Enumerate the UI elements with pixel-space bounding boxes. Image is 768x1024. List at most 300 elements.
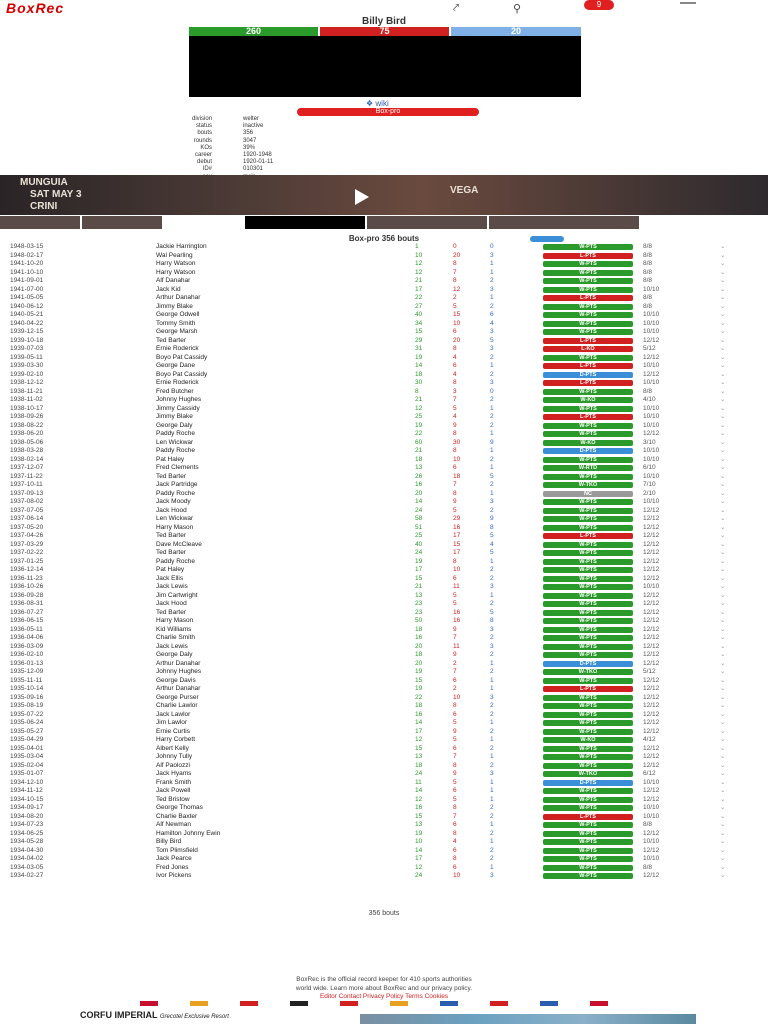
- bout-date[interactable]: 1934-10-15: [10, 795, 44, 803]
- bout-opponent[interactable]: George Purser: [156, 693, 199, 701]
- more-icon[interactable]: ⌄: [720, 404, 726, 412]
- bout-date[interactable]: 1941-09-01: [10, 277, 44, 284]
- more-icon[interactable]: ⌄: [720, 277, 726, 284]
- table-row[interactable]: [0, 796, 768, 805]
- notification-badge[interactable]: 9: [584, 0, 614, 10]
- bout-result[interactable]: NC: [543, 491, 633, 497]
- bout-date[interactable]: 1938-08-22: [10, 421, 44, 429]
- ad-banner[interactable]: [0, 175, 768, 215]
- bout-result[interactable]: W-PTS: [543, 610, 633, 616]
- table-row[interactable]: [0, 770, 768, 779]
- bout-result[interactable]: W-PTS: [543, 644, 633, 650]
- bout-date[interactable]: 1938-02-14: [10, 455, 44, 463]
- flag-icon[interactable]: [190, 1001, 208, 1006]
- bout-result[interactable]: L-PTS: [543, 533, 633, 539]
- bout-result[interactable]: W-PTS: [543, 797, 633, 803]
- bout-result[interactable]: W-PTS: [543, 593, 633, 599]
- bout-opponent[interactable]: Johnny Hughes: [156, 668, 202, 675]
- bout-date[interactable]: 1935-04-29: [10, 736, 44, 743]
- bout-result[interactable]: W-PTS: [543, 695, 633, 701]
- bout-date[interactable]: 1940-05-21: [10, 311, 44, 318]
- bout-date[interactable]: 1936-06-15: [10, 617, 44, 624]
- share-icon[interactable]: ⤤: [453, 2, 460, 14]
- bout-result[interactable]: W-KO: [543, 737, 633, 743]
- more-icon[interactable]: ⌄: [720, 260, 726, 267]
- bout-opponent[interactable]: Charlie Baxter: [156, 812, 198, 820]
- bout-result[interactable]: W-PTS: [543, 525, 633, 531]
- bout-date[interactable]: 1948-03-15: [10, 243, 44, 250]
- table-row[interactable]: [0, 447, 768, 456]
- flag-icon[interactable]: [340, 1001, 358, 1006]
- table-row[interactable]: [0, 303, 768, 312]
- table-row[interactable]: [0, 371, 768, 380]
- more-icon[interactable]: ⌄: [720, 617, 726, 624]
- bout-result[interactable]: W-PTS: [543, 678, 633, 684]
- bout-opponent[interactable]: Hamilton Johnny Ewin: [156, 829, 221, 837]
- more-icon[interactable]: ⌄: [720, 600, 726, 607]
- bout-opponent[interactable]: Ernie Roderick: [156, 379, 199, 386]
- table-row[interactable]: [0, 813, 768, 822]
- bout-opponent[interactable]: Charlie Lawlor: [156, 702, 198, 709]
- bout-date[interactable]: 1935-05-27: [10, 727, 44, 735]
- table-row[interactable]: [0, 311, 768, 320]
- bout-opponent[interactable]: Wal Pearling: [156, 251, 193, 259]
- bout-result[interactable]: W-RTD: [543, 465, 633, 471]
- search-icon[interactable]: ⚲: [513, 3, 522, 15]
- bout-opponent[interactable]: Paddy Roche: [156, 489, 196, 497]
- more-icon[interactable]: ⌄: [720, 319, 726, 327]
- more-icon[interactable]: ⌄: [720, 523, 726, 531]
- bout-opponent[interactable]: Paddy Roche: [156, 430, 196, 437]
- bout-date[interactable]: 1935-02-04: [10, 761, 44, 769]
- table-row[interactable]: [0, 320, 768, 329]
- bout-date[interactable]: 1938-10-17: [10, 404, 44, 412]
- table-row[interactable]: [0, 566, 768, 575]
- bout-opponent[interactable]: George Daly: [156, 651, 193, 658]
- bout-opponent[interactable]: Jack Powell: [156, 787, 191, 794]
- more-icon[interactable]: ⌄: [720, 812, 726, 820]
- more-icon[interactable]: ⌄: [720, 370, 726, 378]
- bout-date[interactable]: 1937-05-20: [10, 523, 44, 531]
- bout-date[interactable]: 1937-01-25: [10, 557, 44, 565]
- more-icon[interactable]: ⌄: [720, 625, 726, 633]
- bout-date[interactable]: 1937-12-07: [10, 464, 44, 471]
- table-row[interactable]: [0, 694, 768, 703]
- more-icon[interactable]: ⌄: [720, 387, 726, 395]
- table-row[interactable]: [0, 838, 768, 847]
- bout-opponent[interactable]: Arthur Danahar: [156, 659, 201, 667]
- bout-date[interactable]: 1937-09-13: [10, 489, 44, 497]
- table-row[interactable]: [0, 286, 768, 295]
- bout-result[interactable]: W-KO: [543, 440, 633, 446]
- table-row[interactable]: [0, 243, 768, 252]
- flag-icon[interactable]: [290, 1001, 308, 1006]
- ad-image[interactable]: [360, 1014, 696, 1024]
- more-icon[interactable]: ⌄: [720, 532, 726, 539]
- bout-date[interactable]: 1938-11-02: [10, 396, 43, 403]
- table-row[interactable]: [0, 396, 768, 405]
- bout-result[interactable]: D-PTS: [543, 661, 633, 667]
- bout-date[interactable]: 1936-03-09: [10, 642, 44, 650]
- bout-date[interactable]: 1935-10-14: [10, 685, 44, 692]
- wiki-link[interactable]: ❖ wiki: [366, 99, 389, 108]
- bout-date[interactable]: 1936-10-26: [10, 583, 44, 590]
- table-row[interactable]: [0, 413, 768, 422]
- footer-links[interactable]: Editor Contact Privacy Policy Terms Cookies: [319, 993, 449, 1000]
- bout-opponent[interactable]: George Daly: [156, 421, 193, 429]
- bout-date[interactable]: 1939-03-30: [10, 362, 44, 369]
- bout-date[interactable]: 1937-04-26: [10, 532, 44, 539]
- more-icon[interactable]: ⌄: [720, 676, 726, 684]
- bout-opponent[interactable]: Pat Haley: [156, 566, 185, 573]
- bout-date[interactable]: 1940-04-22: [10, 319, 44, 327]
- bout-opponent[interactable]: Alf Danahar: [156, 277, 191, 284]
- flag-icon[interactable]: [240, 1001, 258, 1006]
- bout-opponent[interactable]: Billy Bird: [156, 838, 182, 845]
- bout-result[interactable]: W-PTS: [543, 618, 633, 624]
- bout-date[interactable]: 1937-03-29: [10, 540, 44, 548]
- bout-result[interactable]: W-PTS: [543, 423, 633, 429]
- table-row[interactable]: [0, 583, 768, 592]
- bout-opponent[interactable]: Jack Hyams: [156, 770, 192, 777]
- table-row[interactable]: [0, 660, 768, 669]
- bout-opponent[interactable]: Harry Watson: [156, 260, 196, 267]
- bout-date[interactable]: 1934-05-28: [10, 838, 44, 845]
- table-row[interactable]: [0, 515, 768, 524]
- bout-date[interactable]: 1934-09-17: [10, 804, 44, 811]
- table-row[interactable]: [0, 532, 768, 541]
- thumbnail[interactable]: [82, 216, 162, 229]
- more-icon[interactable]: ⌄: [720, 795, 726, 803]
- bout-date[interactable]: 1936-05-11: [10, 625, 43, 633]
- bout-opponent[interactable]: Alf Paolozzi: [156, 761, 190, 769]
- bout-date[interactable]: 1935-12-09: [10, 668, 44, 675]
- more-icon[interactable]: ⌄: [720, 464, 726, 471]
- bout-date[interactable]: 1934-03-05: [10, 863, 44, 871]
- table-row[interactable]: [0, 507, 768, 516]
- table-row[interactable]: [0, 762, 768, 771]
- bout-result[interactable]: W-PTS: [543, 865, 633, 871]
- bout-date[interactable]: 1936-08-31: [10, 600, 44, 607]
- bout-result[interactable]: W-PTS: [543, 261, 633, 267]
- more-icon[interactable]: ⌄: [720, 379, 726, 386]
- more-icon[interactable]: ⌄: [720, 872, 726, 879]
- bout-result[interactable]: W-PTS: [543, 321, 633, 327]
- bout-date[interactable]: 1936-11-23: [10, 574, 43, 582]
- more-icon[interactable]: ⌄: [720, 540, 726, 548]
- bout-date[interactable]: 1936-09-28: [10, 591, 44, 599]
- bout-opponent[interactable]: Jack Ellis: [156, 574, 184, 582]
- bout-opponent[interactable]: Ted Barter: [156, 549, 186, 556]
- bout-opponent[interactable]: Harry Mason: [156, 523, 194, 531]
- bout-result[interactable]: W-PTS: [543, 389, 633, 395]
- flag-icon[interactable]: [490, 1001, 508, 1006]
- bout-date[interactable]: 1934-04-30: [10, 846, 44, 854]
- bout-date[interactable]: 1937-06-14: [10, 515, 44, 522]
- bout-result[interactable]: W-PTS: [543, 457, 633, 463]
- bout-result[interactable]: W-PTS: [543, 244, 633, 250]
- table-row[interactable]: [0, 473, 768, 482]
- bout-result[interactable]: D-PTS: [543, 448, 633, 454]
- bout-date[interactable]: 1939-02-10: [10, 370, 44, 378]
- more-icon[interactable]: ⌄: [720, 642, 726, 650]
- table-row[interactable]: [0, 804, 768, 813]
- more-icon[interactable]: ⌄: [720, 396, 726, 403]
- bout-opponent[interactable]: Jack Lewis: [156, 642, 188, 650]
- bout-opponent[interactable]: Albert Kelly: [156, 744, 189, 752]
- more-icon[interactable]: ⌄: [720, 591, 726, 599]
- bout-result[interactable]: W-PTS: [543, 406, 633, 412]
- more-icon[interactable]: ⌄: [720, 353, 726, 361]
- more-icon[interactable]: ⌄: [720, 472, 726, 480]
- bout-date[interactable]: 1934-06-25: [10, 829, 44, 837]
- bout-opponent[interactable]: Jack Partridge: [156, 481, 198, 488]
- more-icon[interactable]: ⌄: [720, 821, 726, 828]
- bout-date[interactable]: 1935-04-01: [10, 744, 44, 752]
- bout-result[interactable]: W-PTS: [543, 499, 633, 505]
- bout-opponent[interactable]: George Odwell: [156, 311, 200, 318]
- bout-opponent[interactable]: Ted Barter: [156, 336, 186, 344]
- bout-result[interactable]: W-PTS: [543, 729, 633, 735]
- bout-opponent[interactable]: Jack Lewis: [156, 583, 188, 590]
- flag-icon[interactable]: [440, 1001, 458, 1006]
- more-icon[interactable]: ⌄: [720, 608, 726, 616]
- table-row[interactable]: [0, 711, 768, 720]
- table-row[interactable]: [0, 872, 768, 881]
- more-icon[interactable]: ⌄: [720, 489, 726, 497]
- bout-opponent[interactable]: George Davis: [156, 676, 196, 684]
- bout-opponent[interactable]: Tommy Smith: [156, 319, 196, 327]
- bout-result[interactable]: W-PTS: [543, 567, 633, 573]
- table-row[interactable]: [0, 719, 768, 728]
- bout-date[interactable]: 1938-06-20: [10, 430, 44, 437]
- bout-opponent[interactable]: Frank Smith: [156, 778, 192, 786]
- more-icon[interactable]: ⌄: [720, 549, 726, 556]
- more-icon[interactable]: ⌄: [720, 787, 726, 794]
- more-icon[interactable]: ⌄: [720, 719, 726, 726]
- bout-date[interactable]: 1941-10-20: [10, 260, 44, 267]
- bout-date[interactable]: 1941-07-00: [10, 285, 44, 293]
- table-row[interactable]: [0, 677, 768, 686]
- bout-result[interactable]: W-PTS: [543, 805, 633, 811]
- bout-date[interactable]: 1937-10-11: [10, 481, 43, 488]
- bout-opponent[interactable]: Jack Hood: [156, 600, 187, 607]
- more-icon[interactable]: ⌄: [720, 727, 726, 735]
- more-icon[interactable]: ⌄: [720, 438, 726, 446]
- bout-date[interactable]: 1941-10-10: [10, 268, 44, 276]
- bout-result[interactable]: D-PTS: [543, 372, 633, 378]
- bout-opponent[interactable]: Kid Williams: [156, 625, 192, 633]
- more-icon[interactable]: ⌄: [720, 829, 726, 837]
- bout-date[interactable]: 1937-07-05: [10, 506, 44, 514]
- table-row[interactable]: [0, 787, 768, 796]
- bout-result[interactable]: W-PTS: [543, 848, 633, 854]
- ad-title[interactable]: CORFU IMPERIAL Grecotel Exclusive Resort: [80, 1010, 229, 1020]
- table-row[interactable]: [0, 617, 768, 626]
- bout-date[interactable]: 1935-06-24: [10, 719, 44, 726]
- bout-date[interactable]: 1934-02-27: [10, 872, 44, 879]
- bout-opponent[interactable]: Fred Butcher: [156, 387, 194, 395]
- bout-result[interactable]: W-PTS: [543, 270, 633, 276]
- bout-date[interactable]: 1937-11-22: [10, 472, 43, 480]
- table-row[interactable]: [0, 405, 768, 414]
- more-icon[interactable]: ⌄: [720, 744, 726, 752]
- bout-result[interactable]: W-PTS: [543, 822, 633, 828]
- filter-badge[interactable]: [530, 236, 564, 242]
- thumbnail[interactable]: [245, 216, 365, 229]
- table-row[interactable]: [0, 779, 768, 788]
- video-player[interactable]: [189, 36, 581, 97]
- bout-date[interactable]: 1938-03-28: [10, 447, 44, 454]
- table-row[interactable]: [0, 422, 768, 431]
- more-icon[interactable]: ⌄: [720, 251, 726, 259]
- bout-opponent[interactable]: Ted Barter: [156, 532, 186, 539]
- more-icon[interactable]: ⌄: [720, 557, 726, 565]
- bout-result[interactable]: W-TKO: [543, 669, 633, 675]
- table-row[interactable]: [0, 439, 768, 448]
- bout-result[interactable]: W-PTS: [543, 559, 633, 565]
- bout-opponent[interactable]: Dave McCleave: [156, 540, 202, 548]
- table-row[interactable]: [0, 481, 768, 490]
- table-row[interactable]: [0, 337, 768, 346]
- more-icon[interactable]: ⌄: [720, 498, 726, 505]
- more-icon[interactable]: ⌄: [720, 430, 726, 437]
- more-icon[interactable]: ⌄: [720, 515, 726, 522]
- table-row[interactable]: [0, 277, 768, 286]
- table-row[interactable]: [0, 830, 768, 839]
- bout-result[interactable]: L-PTS: [543, 253, 633, 259]
- table-row[interactable]: [0, 388, 768, 397]
- bout-result[interactable]: L-PTS: [543, 338, 633, 344]
- bout-opponent[interactable]: Jim Cartwright: [156, 591, 198, 599]
- bout-opponent[interactable]: Harry Corbett: [156, 736, 196, 743]
- more-icon[interactable]: ⌄: [720, 761, 726, 769]
- more-icon[interactable]: ⌄: [720, 294, 726, 301]
- bout-result[interactable]: W-PTS: [543, 754, 633, 760]
- more-icon[interactable]: ⌄: [720, 336, 726, 344]
- bout-result[interactable]: W-PTS: [543, 542, 633, 548]
- bout-result[interactable]: L-PTS: [543, 363, 633, 369]
- more-icon[interactable]: ⌄: [720, 846, 726, 854]
- bout-opponent[interactable]: Len Wickwar: [156, 438, 194, 446]
- more-icon[interactable]: ⌄: [720, 583, 726, 590]
- bout-opponent[interactable]: Jack Lawlor: [156, 710, 191, 718]
- table-row[interactable]: [0, 524, 768, 533]
- bout-date[interactable]: 1938-12-12: [10, 379, 44, 386]
- table-row[interactable]: [0, 269, 768, 278]
- bout-opponent[interactable]: Jimmy Blake: [156, 302, 193, 310]
- more-icon[interactable]: ⌄: [720, 838, 726, 845]
- thumbnail[interactable]: [367, 216, 487, 229]
- boxpro-button[interactable]: Box-pro: [297, 108, 479, 116]
- table-row[interactable]: [0, 668, 768, 677]
- bout-result[interactable]: L-PTS: [543, 380, 633, 386]
- bout-date[interactable]: 1938-09-26: [10, 413, 44, 420]
- more-icon[interactable]: ⌄: [720, 566, 726, 573]
- more-icon[interactable]: ⌄: [720, 285, 726, 293]
- more-icon[interactable]: ⌄: [720, 362, 726, 369]
- bout-opponent[interactable]: Ted Barter: [156, 472, 186, 480]
- bout-opponent[interactable]: Jimmy Blake: [156, 413, 193, 420]
- table-row[interactable]: [0, 600, 768, 609]
- more-icon[interactable]: ⌄: [720, 659, 726, 667]
- bout-opponent[interactable]: Paddy Roche: [156, 447, 196, 454]
- table-row[interactable]: [0, 634, 768, 643]
- more-icon[interactable]: ⌄: [720, 693, 726, 701]
- bout-date[interactable]: 1938-11-21: [10, 387, 43, 395]
- thumbnail[interactable]: [0, 216, 80, 229]
- bout-result[interactable]: W-PTS: [543, 839, 633, 845]
- bout-date[interactable]: 1939-12-15: [10, 328, 44, 335]
- bout-opponent[interactable]: Fred Clements: [156, 464, 199, 471]
- table-row[interactable]: [0, 456, 768, 465]
- bout-opponent[interactable]: Alf Newman: [156, 821, 192, 828]
- more-icon[interactable]: ⌄: [720, 345, 726, 352]
- table-row[interactable]: [0, 549, 768, 558]
- bout-date[interactable]: 1941-05-05: [10, 294, 44, 301]
- more-icon[interactable]: ⌄: [720, 651, 726, 658]
- table-row[interactable]: [0, 498, 768, 507]
- table-row[interactable]: [0, 490, 768, 499]
- bout-date[interactable]: 1936-02-10: [10, 651, 44, 658]
- bout-result[interactable]: W-PTS: [543, 431, 633, 437]
- bout-date[interactable]: 1934-12-10: [10, 778, 44, 786]
- bout-opponent[interactable]: Boyo Pat Cassidy: [156, 370, 208, 378]
- table-row[interactable]: [0, 643, 768, 652]
- bout-result[interactable]: W-PTS: [543, 329, 633, 335]
- table-row[interactable]: [0, 745, 768, 754]
- bout-result[interactable]: W-PTS: [543, 312, 633, 318]
- table-row[interactable]: [0, 728, 768, 737]
- table-row[interactable]: [0, 685, 768, 694]
- bout-opponent[interactable]: George Marsh: [156, 328, 198, 335]
- bout-result[interactable]: W-PTS: [543, 831, 633, 837]
- bout-opponent[interactable]: Harry Watson: [156, 268, 196, 276]
- table-row[interactable]: [0, 430, 768, 439]
- bout-result[interactable]: W-PTS: [543, 516, 633, 522]
- more-icon[interactable]: ⌄: [720, 855, 726, 862]
- table-row[interactable]: [0, 651, 768, 660]
- more-icon[interactable]: ⌄: [720, 481, 726, 488]
- more-icon[interactable]: ⌄: [720, 634, 726, 641]
- more-icon[interactable]: ⌄: [720, 328, 726, 335]
- bout-date[interactable]: 1935-01-07: [10, 770, 44, 777]
- more-icon[interactable]: ⌄: [720, 421, 726, 429]
- bout-date[interactable]: 1935-11-11: [10, 676, 43, 684]
- play-icon[interactable]: [355, 189, 369, 205]
- table-row[interactable]: [0, 864, 768, 873]
- more-icon[interactable]: ⌄: [720, 710, 726, 718]
- bout-result[interactable]: L-PTS: [543, 814, 633, 820]
- flag-icon[interactable]: [390, 1001, 408, 1006]
- bout-result[interactable]: W-PTS: [543, 287, 633, 293]
- more-icon[interactable]: ⌄: [720, 770, 726, 777]
- bout-opponent[interactable]: Harry Mason: [156, 617, 194, 624]
- more-icon[interactable]: ⌄: [720, 268, 726, 276]
- bout-result[interactable]: W-PTS: [543, 278, 633, 284]
- table-row[interactable]: [0, 855, 768, 864]
- bout-opponent[interactable]: Ernie Roderick: [156, 345, 199, 352]
- bout-result[interactable]: W-PTS: [543, 584, 633, 590]
- bout-date[interactable]: 1938-05-06: [10, 438, 44, 446]
- table-row[interactable]: [0, 558, 768, 567]
- table-row[interactable]: [0, 821, 768, 830]
- bout-result[interactable]: W-PTS: [543, 304, 633, 310]
- bout-result[interactable]: L-PTS: [543, 686, 633, 692]
- table-row[interactable]: [0, 379, 768, 388]
- bout-date[interactable]: 1939-05-11: [10, 353, 43, 361]
- bout-result[interactable]: W-KO: [543, 397, 633, 403]
